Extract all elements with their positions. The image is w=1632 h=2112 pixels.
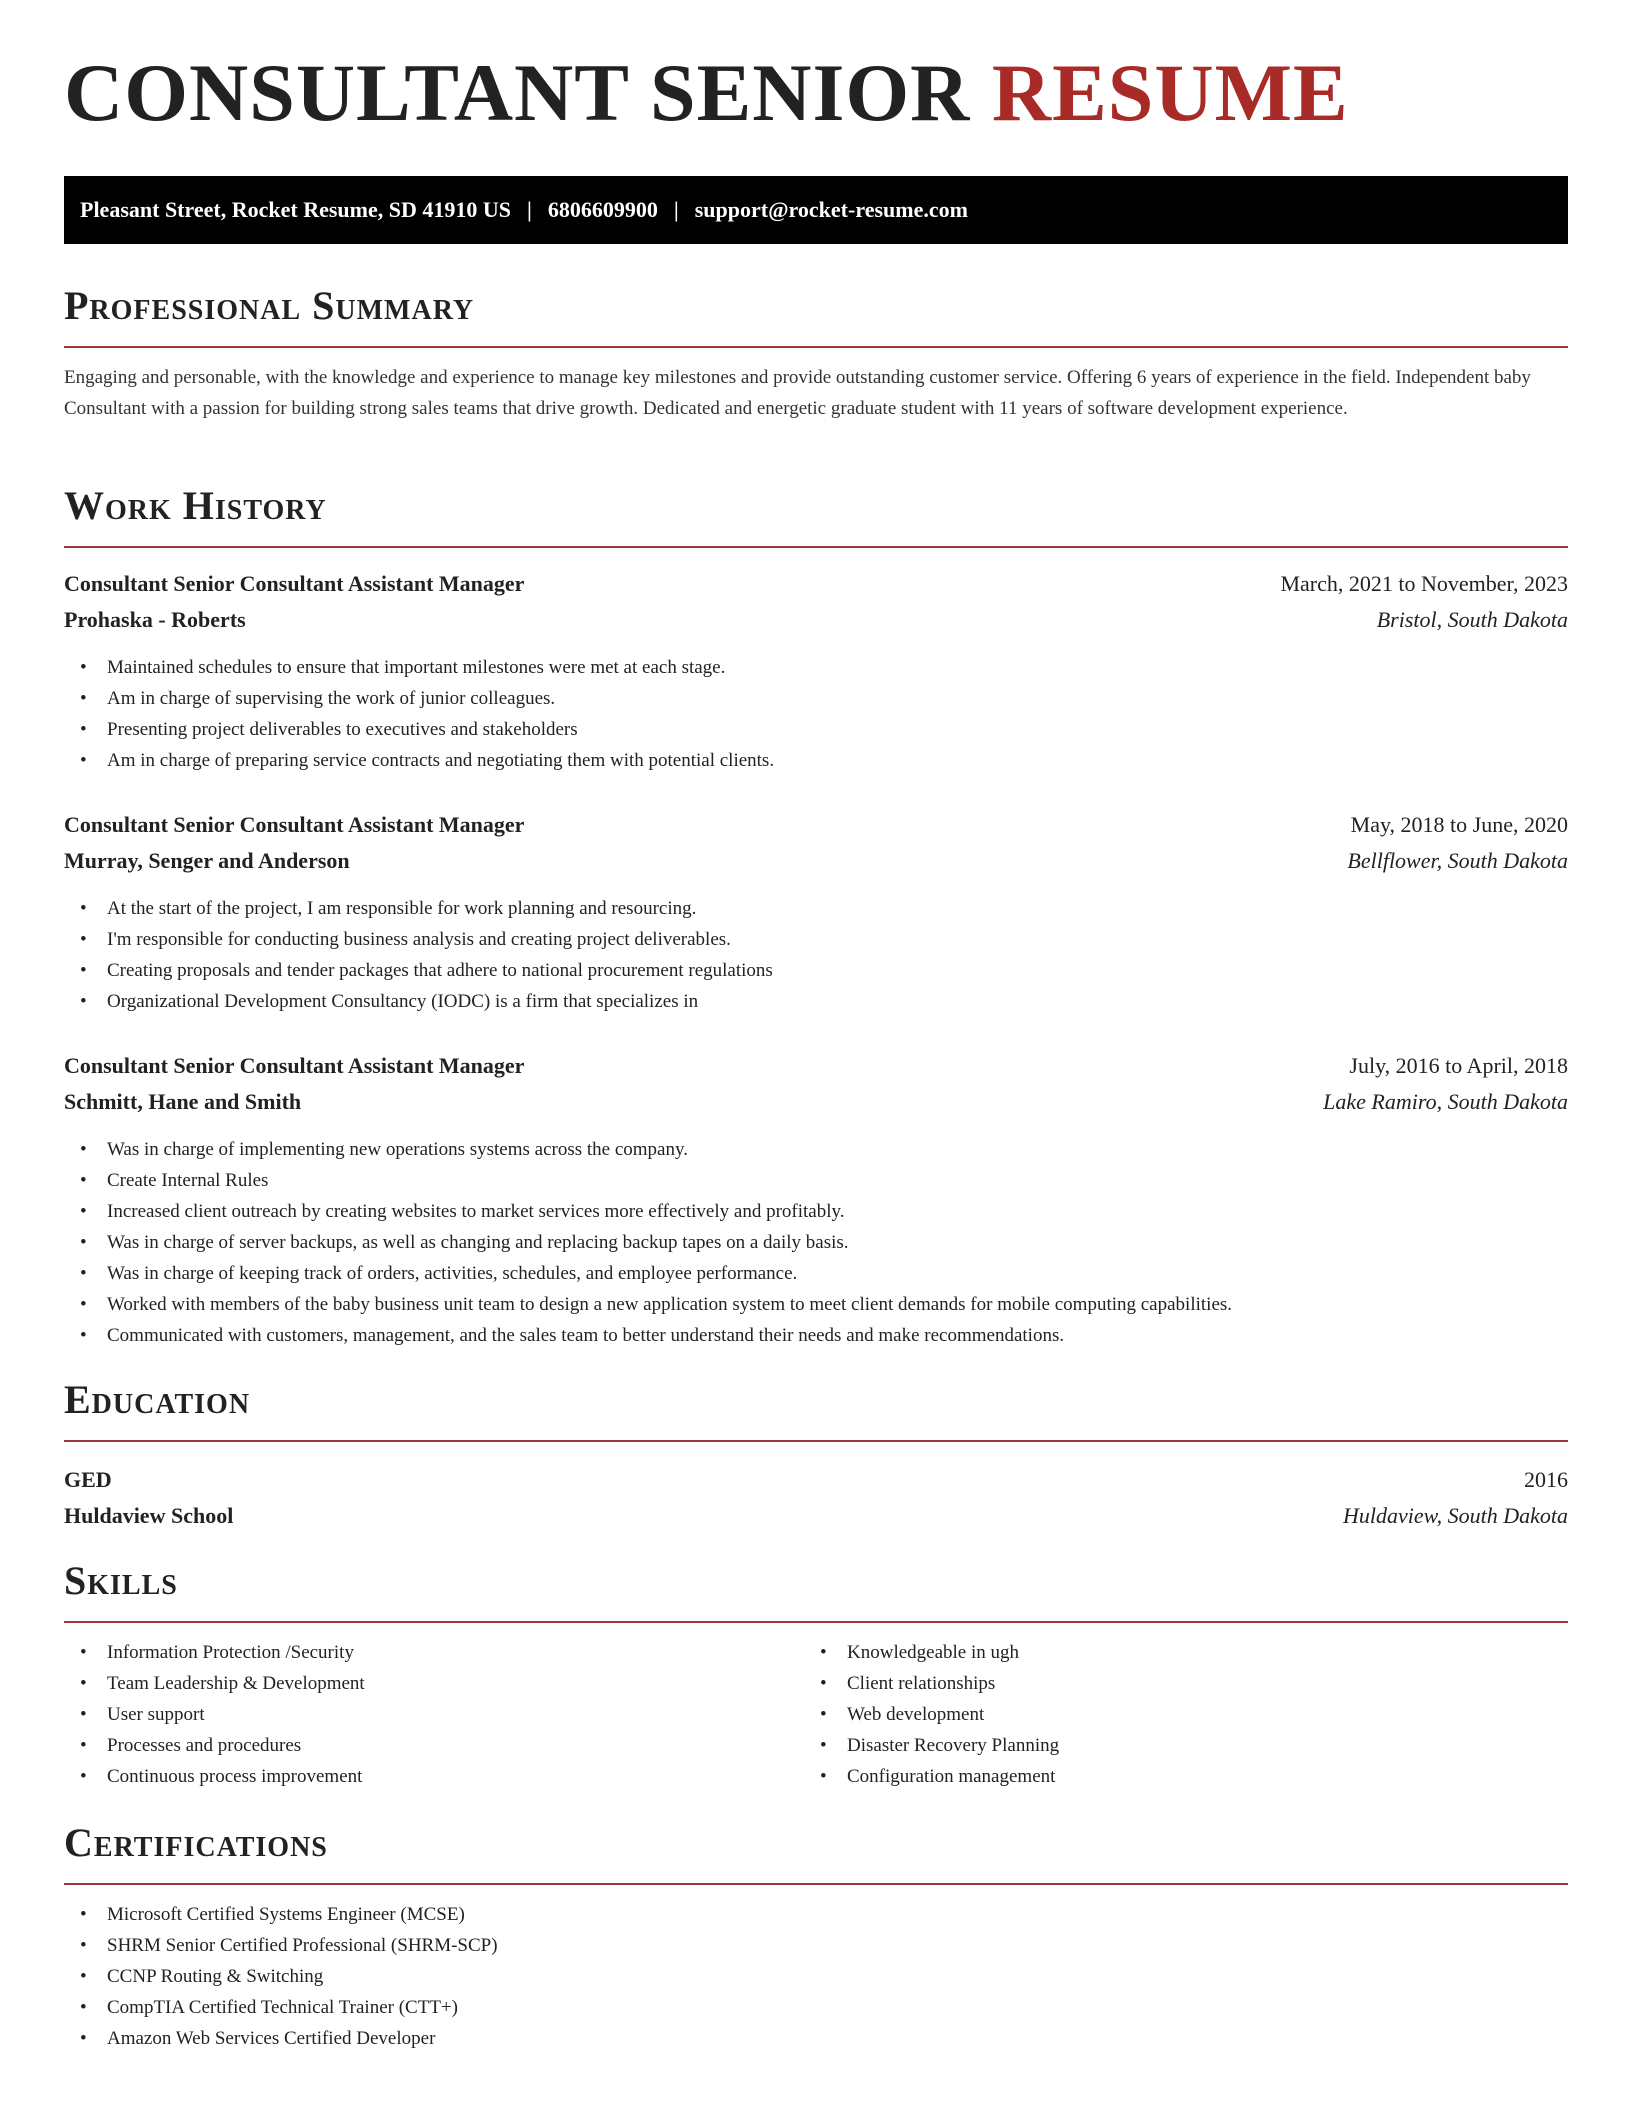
section-divider [64, 546, 1568, 548]
job-header-row [64, 807, 1568, 843]
job-header-row [64, 1048, 1568, 1084]
list-item: • Processes and procedures [80, 1735, 302, 1756]
certifications-section [64, 1820, 1568, 2054]
job-location: Bristol, South Dakota [1376, 607, 1568, 632]
contact-address: Pleasant Street, Rocket Resume, SD 41910 US [80, 197, 511, 222]
skills-list-right [804, 1637, 1544, 1792]
job-dates: May, 2018 to June, 2020 [1350, 812, 1568, 837]
job-company-row [64, 1084, 1568, 1120]
job-dates: March, 2021 to November, 2023 [1280, 571, 1568, 596]
education-section [64, 1377, 1568, 1534]
list-item: • Configuration management [820, 1766, 1056, 1787]
job-entry-1 [64, 566, 1568, 776]
summary-section [64, 283, 1568, 424]
list-item: • Am in charge of preparing service contracts and negotiating them with potential clients. [80, 750, 775, 771]
section-heading-skills: Skills [64, 1558, 178, 1603]
section-divider [64, 1440, 1568, 1442]
job-dates: July, 2016 to April, 2018 [1349, 1053, 1568, 1078]
list-item: • Was in charge of server backups, as well as changing and replacing backup tapes on a daily basis. [80, 1232, 849, 1253]
job-bullets [64, 893, 1568, 1017]
job-company: Prohaska - Roberts [64, 607, 246, 632]
skills-list-left [64, 1637, 804, 1792]
job-entry-3 [64, 1048, 1568, 1351]
list-item: • Worked with members of the baby business unit team to design a new application system to meet client demands for mobile computing capabilities. [80, 1294, 1233, 1315]
list-item: • Team Leadership & Development [80, 1673, 365, 1694]
job-title: Consultant Senior Consultant Assistant Manager [64, 812, 525, 837]
contact-email: support@rocket-resume.com [694, 197, 968, 222]
section-heading-work-history: Work History [64, 483, 327, 528]
skills-columns [64, 1637, 1568, 1797]
list-item: • Create Internal Rules [80, 1170, 269, 1191]
list-item: • Was in charge of keeping track of orders, activities, schedules, and employee performance. [80, 1263, 798, 1284]
section-divider [64, 346, 1568, 348]
list-item: • Communicated with customers, management, and the sales team to better understand their needs and make recommendations. [80, 1325, 1065, 1346]
job-header-row [64, 566, 1568, 602]
list-item: • Information Protection /Security [80, 1642, 354, 1663]
list-item: • Client relationships [820, 1673, 996, 1694]
title-main: CONSULTANT SENIOR [64, 47, 971, 138]
list-item: • Creating proposals and tender packages that adhere to national procurement regulations [80, 960, 773, 981]
contact-phone: 6806609900 [547, 197, 658, 222]
list-item: • SHRM Senior Certified Professional (SHRM-SCP) [80, 1935, 498, 1956]
list-item: • Web development [820, 1704, 985, 1725]
education-entry [64, 1462, 1568, 1534]
section-divider [64, 1883, 1568, 1885]
education-school-row [64, 1498, 1568, 1534]
list-item: • Increased client outreach by creating websites to market services more effectively and profitably. [80, 1201, 845, 1222]
job-location: Lake Ramiro, South Dakota [1323, 1089, 1568, 1114]
list-item: • At the start of the project, I am responsible for work planning and resourcing. [80, 898, 697, 919]
list-item: • Was in charge of implementing new operations systems across the company. [80, 1139, 688, 1160]
list-item: • I'm responsible for conducting business analysis and creating project deliverables. [80, 929, 731, 950]
contact-bar [64, 176, 1568, 244]
job-company-row [64, 843, 1568, 879]
certifications-list [64, 1899, 1568, 2054]
section-divider [64, 1621, 1568, 1623]
education-degree-row [64, 1462, 1568, 1498]
contact-separator: | [527, 197, 532, 222]
list-item: • Continuous process improvement [80, 1766, 363, 1787]
list-item: • User support [80, 1704, 205, 1725]
resume-title [64, 47, 1349, 138]
education-location: Huldaview, South Dakota [1342, 1503, 1568, 1528]
education-school: Huldaview School [64, 1503, 234, 1528]
contact-separator: | [673, 197, 679, 222]
list-item: • CompTIA Certified Technical Trainer (CTT+) [80, 1997, 458, 2018]
list-item: • Maintained schedules to ensure that important milestones were met at each stage. [80, 657, 726, 678]
job-company: Schmitt, Hane and Smith [64, 1089, 302, 1114]
section-heading-education: Education [64, 1377, 251, 1422]
summary-paragraph: Engaging and personable, with the knowledge and experience to manage key milestones and provide outstanding customer service. Offering 6 years of experience in the field. Independent baby Consultant with a passion for building strong sales teams that drive growth. Dedicated and energetic graduate student with 11 years of software development experience. [64, 367, 1531, 419]
job-company: Murray, Senger and Anderson [64, 848, 350, 873]
education-degree: GED [64, 1467, 112, 1492]
section-heading-summary: Professional Summary [64, 283, 475, 328]
list-item: • Amazon Web Services Certified Developer [80, 2028, 436, 2049]
skills-section [64, 1558, 1568, 1797]
job-bullets [64, 652, 1568, 776]
job-entry-2 [64, 807, 1568, 1017]
section-heading-certifications: Certifications [64, 1820, 328, 1865]
list-item: • Disaster Recovery Planning [820, 1735, 1060, 1756]
list-item: • Presenting project deliverables to executives and stakeholders [80, 719, 578, 740]
list-item: • Microsoft Certified Systems Engineer (MCSE) [80, 1904, 465, 1925]
list-item: • CCNP Routing & Switching [80, 1966, 324, 1987]
job-title: Consultant Senior Consultant Assistant Manager [64, 571, 525, 596]
list-item: • Knowledgeable in ugh [820, 1642, 1020, 1663]
work-history-section [64, 483, 1568, 548]
job-title: Consultant Senior Consultant Assistant Manager [64, 1053, 525, 1078]
job-location: Bellflower, South Dakota [1347, 848, 1568, 873]
title-accent: RESUME [991, 47, 1349, 138]
list-item: • Am in charge of supervising the work of junior colleagues. [80, 688, 556, 709]
job-company-row [64, 602, 1568, 638]
education-year: 2016 [1524, 1467, 1568, 1492]
list-item: • Organizational Development Consultancy (IODC) is a firm that specializes in [80, 991, 699, 1012]
job-bullets [64, 1134, 1568, 1351]
